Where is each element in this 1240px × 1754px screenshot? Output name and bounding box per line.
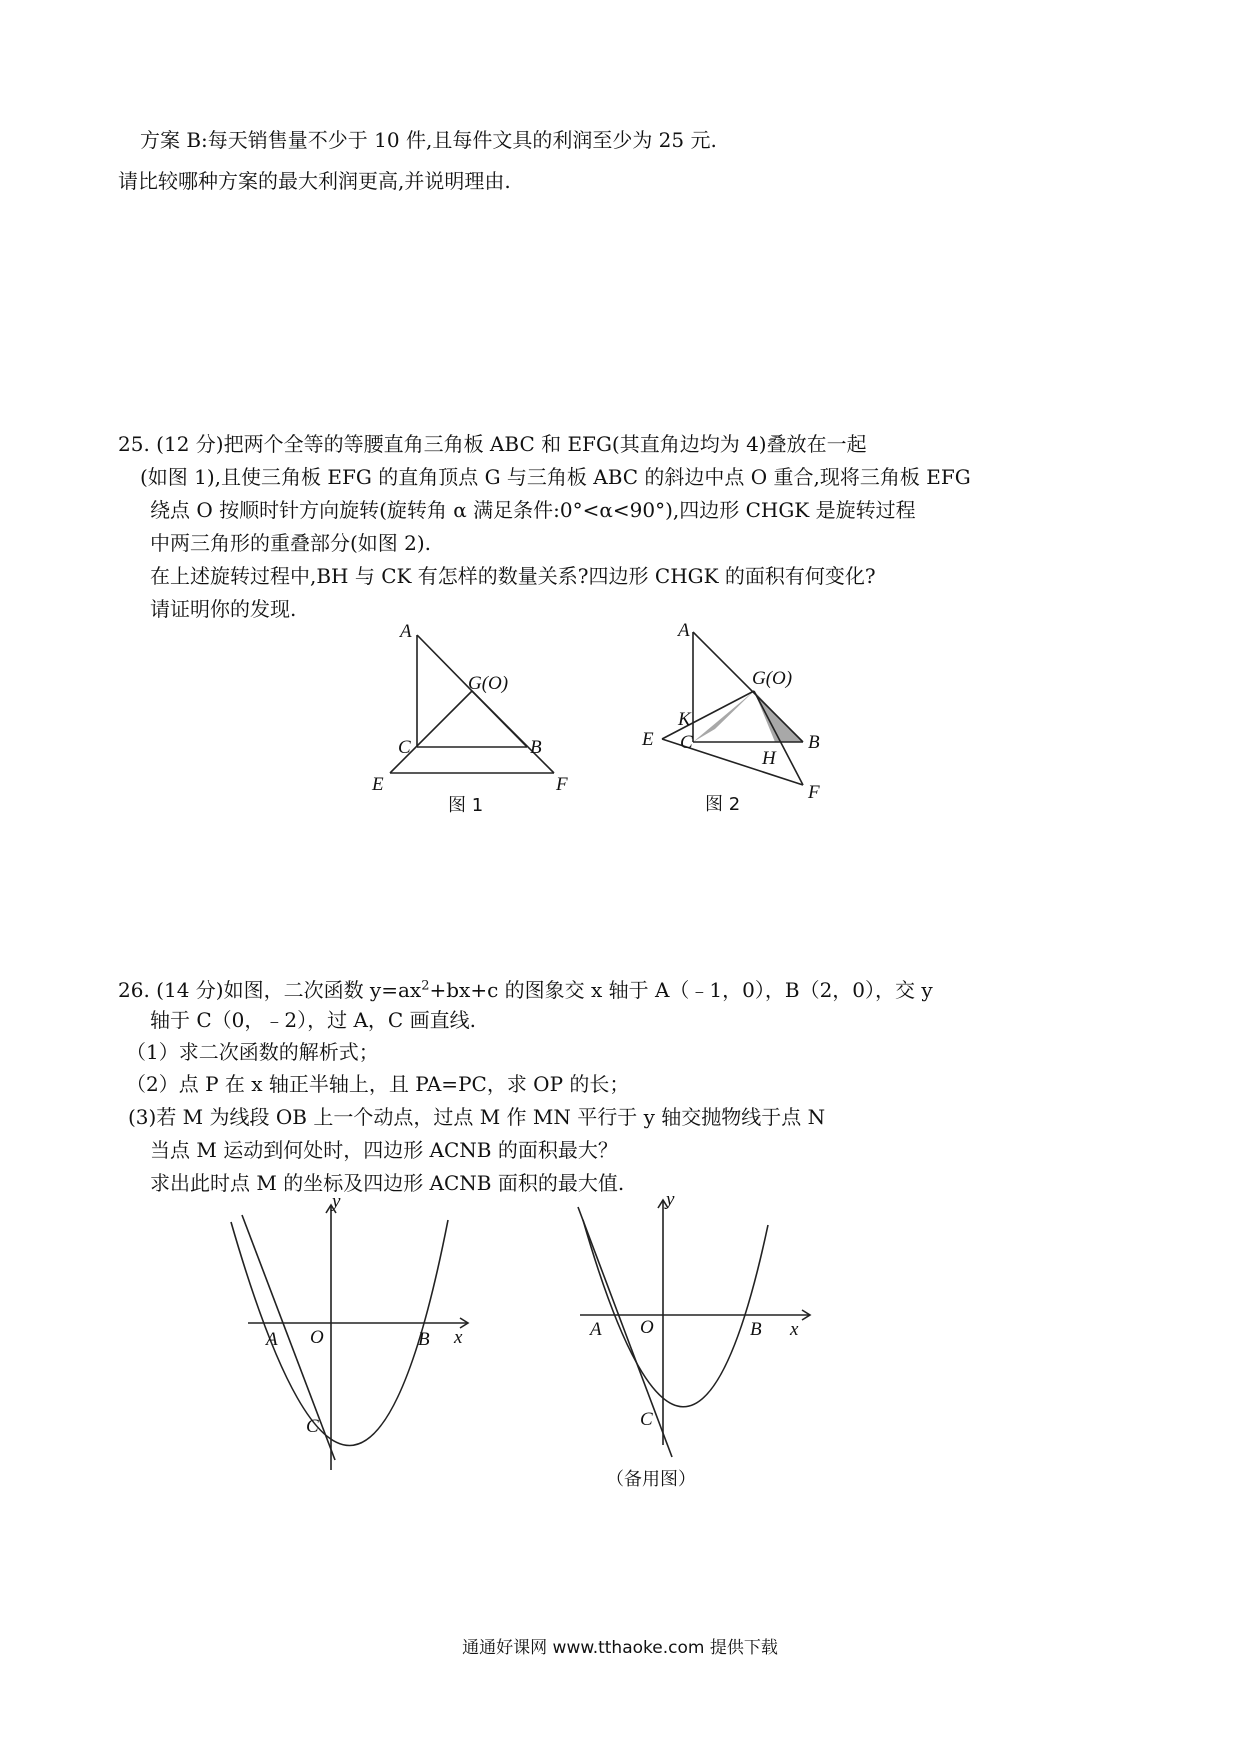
label-k: K bbox=[678, 709, 691, 730]
q26-sub3-c: 求出此时点 M 的坐标及四边形 ACNB 面积的最大值. bbox=[150, 1171, 625, 1195]
parabola bbox=[231, 1220, 448, 1446]
label-o: O bbox=[310, 1327, 324, 1348]
q26-line2: 轴于 C（0，﹣2），过 A，C 画直线. bbox=[150, 1008, 476, 1032]
q25-line2: (如图 1),且使三角板 EFG 的直角顶点 G 与三角板 ABC 的斜边中点 O 重合,现将三角板 EFG bbox=[140, 465, 971, 489]
label-a: A bbox=[590, 1319, 602, 1340]
label-o: O bbox=[640, 1317, 654, 1338]
q26-exponent: 2 bbox=[421, 978, 430, 994]
label-a: A bbox=[678, 620, 690, 641]
label-f: F bbox=[556, 774, 568, 795]
q26-line1 bbox=[118, 976, 933, 1004]
label-c: C bbox=[398, 737, 411, 758]
label-a: A bbox=[400, 621, 412, 642]
label-g: G(O) bbox=[752, 668, 793, 689]
q26-line1-b: +bx+c 的图象交 x 轴于 A（﹣1，0），B（2，0），交 y bbox=[429, 978, 933, 1002]
q26-sub3-b: 当点 M 运动到何处时，四边形 ACNB 的面积最大？ bbox=[150, 1138, 618, 1162]
label-a: A bbox=[266, 1329, 278, 1350]
shaded-region-left bbox=[693, 691, 754, 742]
figure-1 bbox=[360, 615, 590, 815]
label-g: G(O) bbox=[468, 673, 509, 694]
edge-gf bbox=[472, 691, 554, 773]
graph-2-caption: （备用图） bbox=[606, 1469, 696, 1490]
label-b: B bbox=[530, 737, 542, 758]
label-f: F bbox=[808, 782, 820, 803]
figure-1-caption: 图 1 bbox=[448, 795, 484, 815]
label-b: B bbox=[418, 1329, 430, 1350]
plan-b-text: 方案 B:每天销售量不少于 10 件,且每件文具的利润至少为 25 元. bbox=[140, 128, 717, 152]
q26-sub3: (3)若 M 为线段 OB 上一个动点，过点 M 作 MN 平行于 y 轴交抛物线于点 N bbox=[128, 1105, 826, 1129]
label-x: x bbox=[790, 1319, 799, 1340]
q25-line6: 请证明你的发现. bbox=[150, 597, 297, 621]
q25-line4: 中两三角形的重叠部分(如图 2). bbox=[150, 531, 432, 555]
q26-line1-a: 26. (14 分)如图，二次函数 y=ax bbox=[118, 978, 422, 1002]
label-h: H bbox=[762, 748, 776, 769]
q25-line5: 在上述旋转过程中,BH 与 CK 有怎样的数量关系?四边形 CHGK 的面积有何变化? bbox=[150, 564, 876, 588]
label-c: C bbox=[680, 732, 693, 753]
question-text: 请比较哪种方案的最大利润更高,并说明理由. bbox=[118, 169, 511, 193]
label-b: B bbox=[808, 732, 820, 753]
graph-1 bbox=[218, 1195, 478, 1470]
label-x: x bbox=[454, 1327, 463, 1348]
label-y: y bbox=[332, 1195, 341, 1212]
label-c: C bbox=[640, 1409, 653, 1430]
label-c: C bbox=[306, 1416, 319, 1437]
figure-2 bbox=[640, 612, 840, 812]
footer: 通通好课网 www.tthaoke.com 提供下载 bbox=[462, 1638, 778, 1658]
graph-2 bbox=[568, 1195, 838, 1495]
label-e: E bbox=[372, 774, 384, 795]
label-b: B bbox=[750, 1319, 762, 1340]
parabola bbox=[583, 1220, 768, 1407]
q25-line1: 25. (12 分)把两个全等的等腰直角三角板 ABC 和 EFG(其直角边均为 4)叠放在一起 bbox=[118, 432, 867, 456]
q26-sub1: （1）求二次函数的解析式； bbox=[126, 1040, 379, 1064]
edge-ge bbox=[390, 691, 472, 773]
figure-2-caption: 图 2 bbox=[705, 794, 741, 812]
label-y: y bbox=[666, 1195, 675, 1210]
q26-sub2: （2）点 P 在 x 轴正半轴上，且 PA=PC，求 OP 的长； bbox=[126, 1072, 630, 1096]
q25-line3: 绕点 O 按顺时针方向旋转(旋转角 α 满足条件:0°<α<90°),四边形 CHGK 是旋转过程 bbox=[150, 498, 916, 522]
label-e: E bbox=[642, 729, 654, 750]
